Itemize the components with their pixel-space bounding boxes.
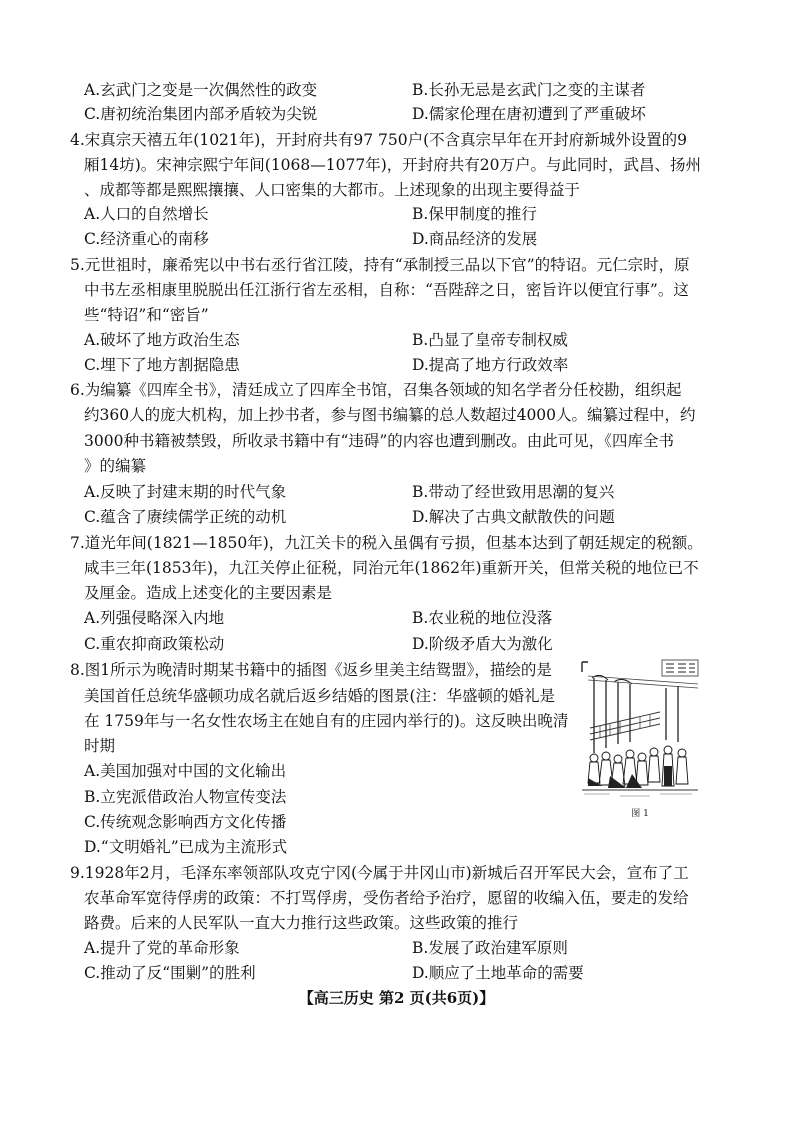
q7-option-d: D.阶级矛盾大为激化 <box>412 635 553 653</box>
q8-stem-line-3: 在 1759年与一名女性农场主在她自有的庄园内举行的)。这反映出晚清 <box>84 712 569 730</box>
page-footer: 【高三历史 第2 页(共6页)】 <box>298 989 495 1007</box>
q4-option-c: C.经济重心的南移 <box>84 230 209 248</box>
figure-1-caption: 图 1 <box>631 809 649 819</box>
q9-option-b: B.发展了政治建军原则 <box>412 939 568 957</box>
q7-stem-line-1: 7.道光年间(1821—1850年)，九江关卡的税入虽偶有亏损，但基本达到了朝廷规定的税额。 <box>70 534 703 552</box>
q5-option-b: B.凸显了皇帝专制权威 <box>412 331 568 349</box>
q7-option-c: C.重农抑商政策松动 <box>84 635 225 653</box>
q9-option-a: A.提升了党的革命形象 <box>84 939 240 957</box>
q7-option-a: A.列强侵略深入内地 <box>84 609 225 627</box>
q7-stem-line-2: 咸丰三年(1853年)，九江关停止征税，同治元年(1862年)重新开关，但常关税的地位已不 <box>84 559 699 577</box>
q4-stem-line-2: 厢14坊)。宋神宗熙宁年间(1068—1077年)，开封府共有20万户。与此同时，武昌、扬州 <box>84 156 701 174</box>
wedding-illustration-image <box>580 658 700 803</box>
q6-stem-line-2: 约360人的庞大机构，加上抄书者，参与图书编纂的总人数超过4000人。编纂过程中，约 <box>84 406 696 424</box>
q6-stem-line-3: 3000种书籍被禁毁，所收录书籍中有“违碍”的内容也遭到删改。由此可见，《四库全书 <box>84 432 675 450</box>
q9-stem-line-3: 路费。后来的人民军队一直大力推行这些政策。这些政策的推行 <box>84 914 519 932</box>
q8-option-b: B.立宪派借政治人物宣传变法 <box>84 788 287 806</box>
q4-option-a: A.人口的自然增长 <box>84 205 209 223</box>
q6-stem-line-1: 6.为编纂《四库全书》，清廷成立了四库全书馆，召集各领域的知名学者分任校勘，组织起 <box>70 381 682 399</box>
q5-stem-line-2: 中书左丞相康里脱脱出任江浙行省左丞相，自称：“吾陛辞之日，密旨许以便宜行事”。这 <box>84 281 689 299</box>
q9-option-c: C.推动了反“围剿”的胜利 <box>84 964 256 982</box>
q3-option-d: D.儒家伦理在唐初遭到了严重破坏 <box>412 105 646 123</box>
q9-stem-line-2: 农革命军宽待俘虏的政策：不打骂俘虏，受伤者给予治疗，愿留的收编入伍，要走的发给 <box>84 889 689 907</box>
figure-1-illustration <box>580 658 700 828</box>
q5-stem-line-1: 5.元世祖时，廉希宪以中书右丞行省江陵，持有“承制授三品以下官”的特诏。元仁宗时，原 <box>70 256 690 274</box>
q9-option-d: D.顺应了土地革命的需要 <box>412 964 584 982</box>
q5-option-a: A.破坏了地方政治生态 <box>84 331 240 349</box>
q4-stem-line-3: 、成都等都是熙熙攘攘、人口密集的大都市。上述现象的出现主要得益于 <box>84 181 581 199</box>
q6-option-c: C.蕴含了赓续儒学正统的动机 <box>84 508 287 526</box>
q5-option-c: C.埋下了地方割据隐患 <box>84 356 240 374</box>
q5-option-d: D.提高了地方行政效率 <box>412 356 569 374</box>
q3-option-b: B.长孙无忌是玄武门之变的主谋者 <box>412 81 646 99</box>
q6-option-b: B.带动了经世致用思潮的复兴 <box>412 483 615 501</box>
q6-option-a: A.反映了封建末期的时代气象 <box>84 483 287 501</box>
q7-option-b: B.农业税的地位没落 <box>412 609 553 627</box>
q8-stem-line-1: 8.图1所示为晚清时期某书籍中的插图《返乡里美主结鸳盟》，描绘的是 <box>70 661 552 679</box>
q8-stem-line-4: 时期 <box>84 737 116 755</box>
q4-option-b: B.保甲制度的推行 <box>412 205 537 223</box>
q7-stem-line-3: 及厘金。造成上述变化的主要因素是 <box>84 584 333 602</box>
q3-option-a: A.玄武门之变是一次偶然性的政变 <box>84 81 318 99</box>
q8-option-d: D.“文明婚礼”已成为主流形式 <box>84 838 288 856</box>
q8-option-c: C.传统观念影响西方文化传播 <box>84 813 287 831</box>
q8-stem-line-2: 美国首任总统华盛顿功成名就后返乡结婚的图景(注：华盛顿的婚礼是 <box>84 687 556 705</box>
q5-stem-line-3: 些“特诏”和“密旨” <box>84 306 209 324</box>
q9-stem-line-1: 9.1928年2月，毛泽东率领部队攻克宁冈(今属于井冈山市)新城后召开军民大会，宣布了工 <box>70 864 689 882</box>
q4-stem-line-1: 4.宋真宗天禧五年(1021年)，开封府共有97 750户(不含真宗早年在开封府新城外设置的9 <box>70 131 687 149</box>
q8-option-a: A.美国加强对中国的文化输出 <box>84 762 287 780</box>
q4-option-d: D.商品经济的发展 <box>412 230 538 248</box>
q6-stem-line-4: 》的编纂 <box>84 457 147 475</box>
q6-option-d: D.解决了古典文献散佚的问题 <box>412 508 615 526</box>
q3-option-c: C.唐初统治集团内部矛盾较为尖锐 <box>84 105 318 123</box>
